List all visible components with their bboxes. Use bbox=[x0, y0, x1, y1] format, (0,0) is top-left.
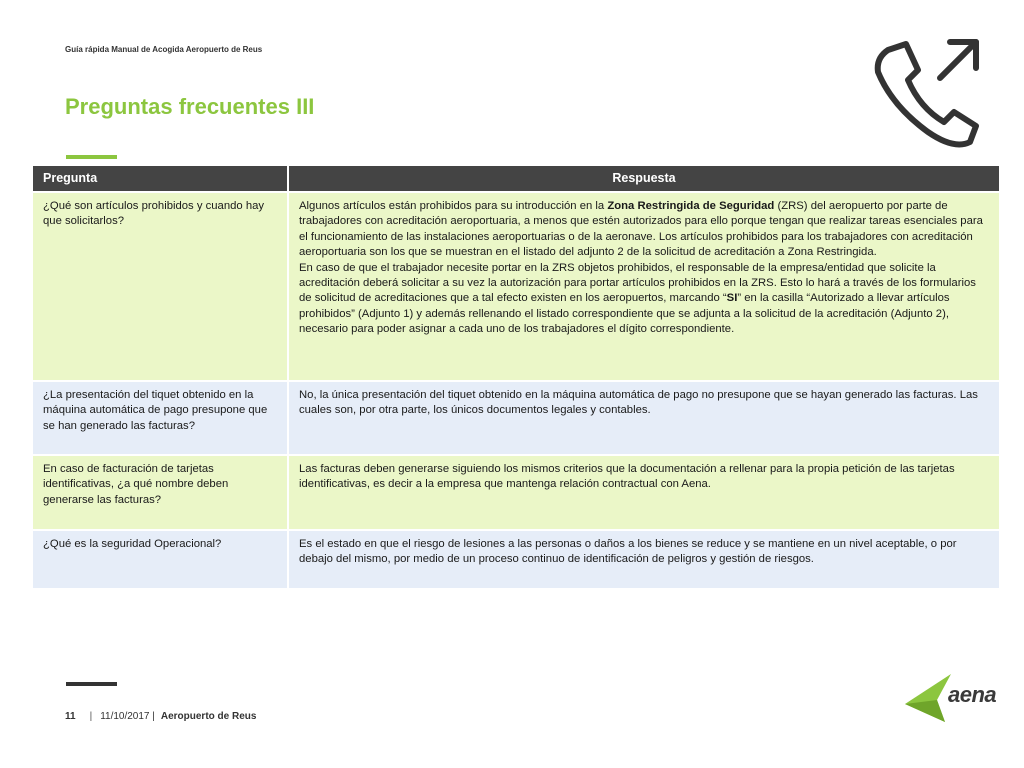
footer-separator: | bbox=[89, 711, 93, 722]
brand-logo-text: aena bbox=[948, 682, 997, 707]
answer-text: En caso de que el trabajador necesite portar en la ZRS objetos prohibidos, el responsable de la empresa/entidad que solicite la acreditación deberá solicitar a su vez la autorización para portar artículos prohibidos en la ZRS. Esto lo hará a través de los formularios de solicitud de acreditaciones que a tal efecto existen en los aeropuertos, marcando “ bbox=[299, 261, 976, 305]
question-cell: En caso de facturación de tarjetas identificativas, ¿a qué nombre deben generarse las facturas? bbox=[33, 455, 288, 530]
table-row bbox=[33, 455, 1000, 530]
phone-outgoing-icon bbox=[868, 36, 984, 148]
answer-text: ” en la casilla “Autorizado a llevar artículos prohibidos” (Adjunto 1) y además rellenando el listado correspondiente que se adjunta a la solicitud de la acreditación (Adjunto 2), necesario para poder asignar a cada uno de los trabajadores el dígito correspondiente. bbox=[299, 292, 950, 336]
question-cell: ¿La presentación del tiquet obtenido en la máquina automática de pago presupone que se han generado las facturas? bbox=[33, 381, 288, 455]
footer-rule bbox=[66, 682, 117, 686]
answer-bold-text: SI bbox=[726, 292, 738, 305]
table-row bbox=[33, 530, 1000, 588]
answer-paragraph bbox=[299, 199, 989, 261]
question-cell: ¿Qué es la seguridad Operacional? bbox=[33, 530, 288, 588]
answer-cell: No, la única presentación del tiquet obtenido en la máquina automática de pago no presupone que se hayan generado las facturas. Las cuales son, por otra parte, los únicos documentos legales y contables. bbox=[288, 381, 1000, 455]
answer-paragraph bbox=[299, 261, 989, 338]
table-row bbox=[33, 381, 1000, 455]
title-underline bbox=[66, 155, 117, 159]
answer-cell bbox=[288, 192, 1000, 381]
footer-date: 11/10/2017 | bbox=[100, 711, 155, 722]
answer-bold-text: Zona Restringida de Seguridad bbox=[607, 200, 775, 212]
answer-cell: Es el estado en que el riesgo de lesiones a las personas o daños a los bienes se reduce y se mantiene en un nivel aceptable, o por debajo del mismo, por medio de un proceso continuo de identificación de peligros y gestión de riesgos. bbox=[288, 530, 1000, 588]
answer-cell: Las facturas deben generarse siguiendo los mismos criterios que la documentación a rellenar para la propia petición de las tarjetas identificativas, es decir a la empresa que mantenga relación contractual con Aena. bbox=[288, 455, 1000, 530]
page-number: 11 bbox=[65, 711, 76, 722]
footer-place: Aeropuerto de Reus bbox=[160, 711, 257, 722]
answer-text: (ZRS) del aeropuerto por parte de trabajadores con acreditación aeroportuaria, a menos que estén autorizados para ello porque tengan que realizar tareas esenciales para el funcionamiento de las instalaciones aeroportuarias o de la aeronave. Los artículos prohibidos para los trabajadores con acreditación aeroportuaria son los que se muestran en el listado del adjunto 2 de la solicitud de acreditación a Zona Restringida. bbox=[299, 200, 983, 259]
table-row bbox=[33, 192, 1000, 381]
question-cell: ¿Qué son artículos prohibidos y cuando hay que solicitarlos? bbox=[33, 192, 288, 381]
footer bbox=[65, 711, 256, 722]
table-header-row bbox=[33, 166, 1000, 192]
document-subtitle: Guía rápida Manual de Acogida Aeropuerto de Reus bbox=[65, 45, 263, 54]
page-title: Preguntas frecuentes III bbox=[65, 94, 315, 119]
answer-text: Algunos artículos están prohibidos para su introducción en la bbox=[299, 200, 608, 212]
column-header-question: Pregunta bbox=[33, 166, 288, 192]
column-header-answer: Respuesta bbox=[288, 166, 1000, 192]
faq-table bbox=[33, 166, 1001, 588]
